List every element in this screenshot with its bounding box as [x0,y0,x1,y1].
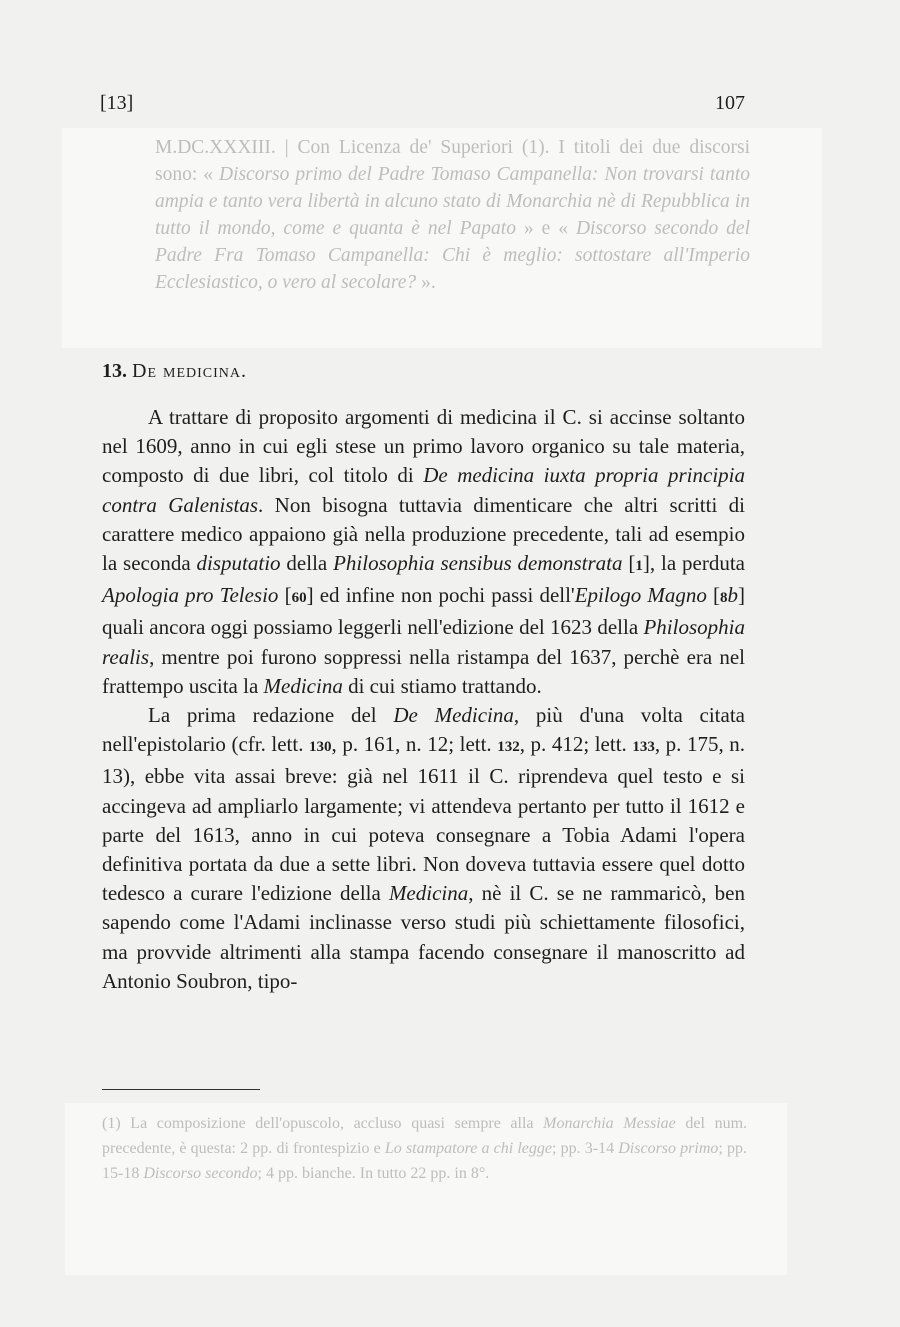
italic-run: Discorso secondo [143,1165,258,1182]
italic-run: Lo stampatore a chi legge [384,1140,552,1157]
italic-run: Apologia pro Telesio [102,583,279,608]
text-run: , p. 412; lett. [519,732,633,757]
text-run: ], la perduta [642,551,745,576]
italic-run: Medicina [263,673,343,698]
faded-top-paragraph [155,134,750,296]
text-run: , nè il C. se ne rammaricò, ben sapendo come l'Adami inclinasse verso studi più schiettamente filosofici, ma provvide altrimenti alla stampa facendo consegnare il manoscritto ad Antonio Soubron, tipo- [102,881,745,993]
text-run: del num. precedente, è questa: 2 pp. di frontespizio e [102,1115,748,1157]
paragraph-1 [102,403,745,701]
italic-run: Discorso secondo del Padre Fra Tomaso Campanella: Chi è meglio: sottostare all'Imperio Ecclesiastico, o vero al secolare? [155,218,750,293]
text-run: di cui stiamo trattando. [342,673,542,698]
footnote-text [102,1111,747,1186]
italic-run: Monarchia Messiae [543,1115,676,1132]
paragraph-2 [102,701,745,996]
italic-run: Discorso primo del Padre Tomaso Campanella: Non trovarsi tanto ampia e tanto vera libertà in alcuno stato di Monarchia nè di Repubblica in tutto il mondo, come e quanta è nel Papato [155,164,750,239]
italic-run: De medicina iuxta propria principia contra Galenistas [102,463,745,517]
italic-run: b [727,583,739,608]
section-number: 13. [102,360,127,382]
reference-number: 130 [309,739,332,756]
italic-run: De Medicina [393,703,514,728]
reference-number: 8 [720,590,728,607]
text-run: » e « [515,218,576,239]
text-run: ] quali ancora oggi possiamo leggerli nell'edizione del 1623 della [102,583,746,640]
reference-number: 1 [635,558,643,575]
text-run: della [280,551,334,576]
italic-run: Medicina [388,881,469,906]
reference-number: 132 [497,739,520,756]
text-run: ». [416,272,436,293]
page-number: 107 [715,92,745,114]
text-run: [ [278,583,292,608]
text-run: , mentre poi furono soppressi nella ristampa del 1637, perchè era nel frattempo uscita la [102,644,745,698]
text-run: M.DC.XXXIII. | Con Licenza de' Superiori (1). I titoli dei due discorsi sono: « [155,137,750,185]
faded-footnote-block [65,1103,787,1275]
footnote-separator [102,1089,260,1090]
text-run: ] ed infine non pochi passi dell' [306,583,575,608]
section-title: De medicina. [132,360,247,382]
reference-number: 133 [632,739,655,756]
text-run: A trattare di proposito argomenti di medicina il C. si accinse soltanto nel 1609, anno in cui egli stese un primo lavoro organico su tale materia, composto di due libri, col titolo di [102,405,745,488]
text-run: , p. 175, n. 13), ebbe vita assai breve: già nel 1611 il C. riprendeva quel testo e si accingeva ad ampliarlo largamente; vi attendeva pertanto per tutto il 1612 e parte del 1613, anno in cui poteva consegnare a Tobia Adami l'opera definitiva portata da due a sette libri. Non doveva tuttavia essere quel dotto tedesco a curare l'edizione della [102,732,745,906]
text-run: , p. 161, n. 12; lett. [331,732,498,757]
text-run: [ [706,583,721,608]
italic-run: Philosophia sensibus demonstrata [333,551,623,576]
italic-run: disputatio [196,551,281,576]
section-heading [102,360,247,383]
section-reference: [13] [100,92,134,114]
body-text [102,403,745,996]
text-run: (1) La composizione dell'opuscolo, accluso quasi sempre alla [102,1115,544,1132]
text-run: ; 4 pp. bianche. In tutto 22 pp. in 8°. [257,1165,490,1182]
faded-top-text-block [62,128,822,348]
text-run: [ [622,551,636,576]
text-run: ; pp. 15-18 [102,1140,748,1182]
text-run: La prima redazione del [148,703,394,728]
text-run: , più d'una volta citata nell'epistolario (cfr. lett. [102,703,745,757]
italic-run: Epilogo Magno [574,583,707,608]
italic-run: Philosophia realis [102,615,745,669]
text-run: . Non bisogna tuttavia dimenticare che altri scritti di carattere medico appaiono già nella produzione precedente, tali ad esempio la seconda [102,492,745,576]
text-run: ; pp. 3-14 [552,1140,619,1157]
italic-run: Discorso primo [618,1140,719,1157]
reference-number: 60 [291,590,307,607]
